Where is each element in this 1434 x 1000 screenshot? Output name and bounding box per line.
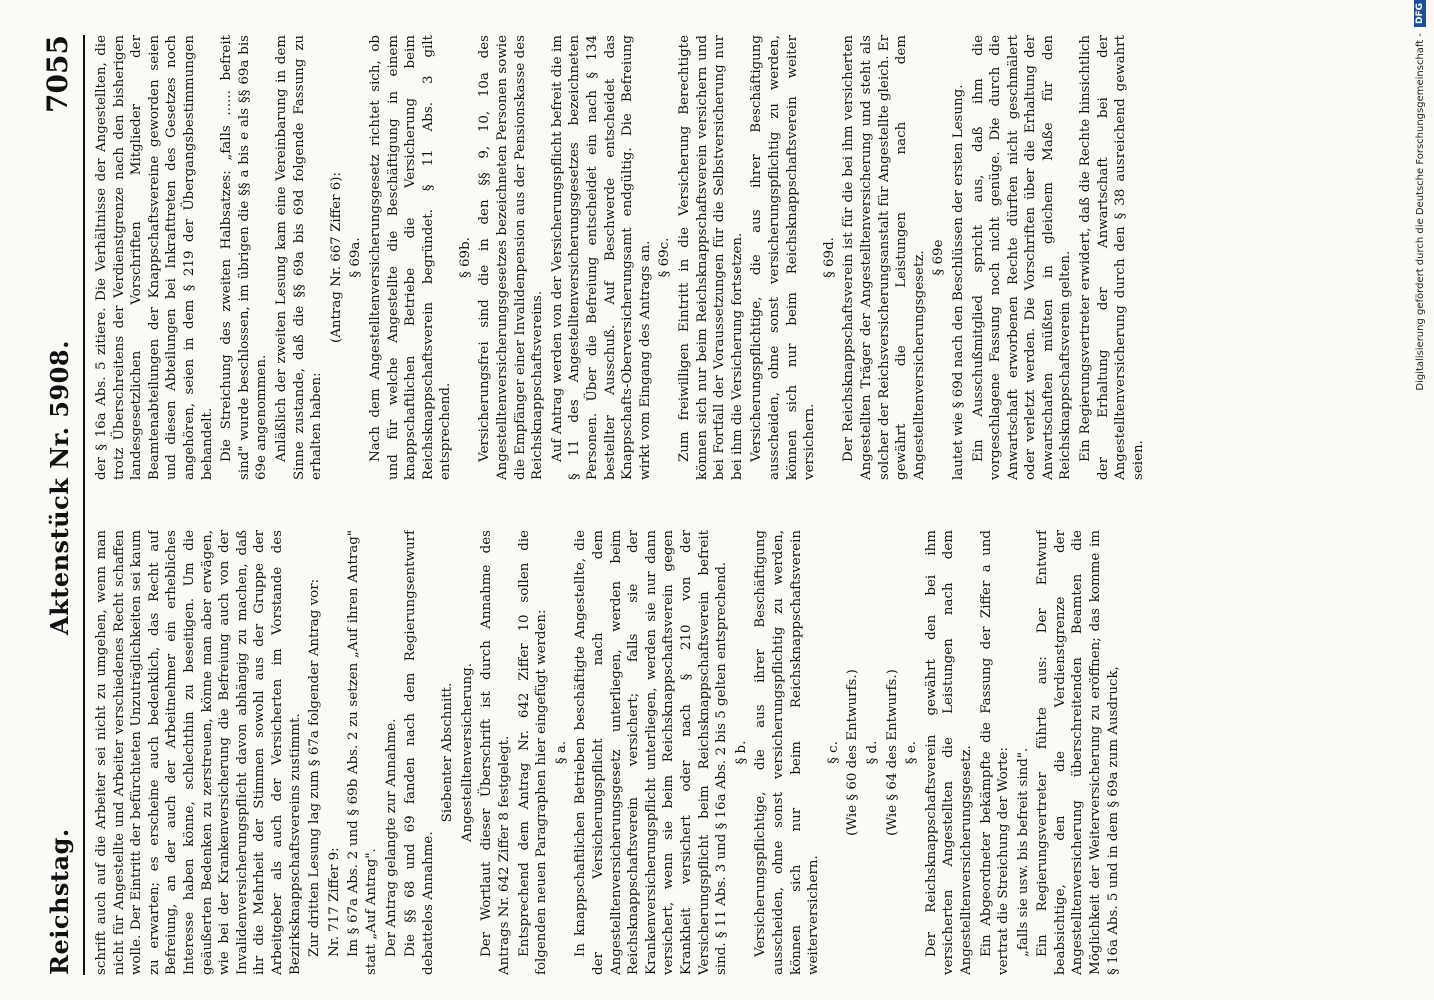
paragraph: Ein Ausschußmitglied spricht aus, daß ihm die vorgeschlagene Fassung noch nicht genüge. Die durch die Anwartschaft erworbenen Rechte dürften nicht geschmälert oder verletzt werden. Die Vorschriften über die Erhaltung der Anwartschaften müßten in gleichem Maße für den Reichsknappschaftsverein gelten. <box>970 35 1074 480</box>
paragraph-sign: § d. <box>864 740 880 765</box>
paragraph: Entsprechend dem Antrag Nr. 642 Ziffer 10 sollen die folgenden neuen Paragraphen hier eingefügt werden: <box>516 530 550 975</box>
paragraph-sign: § 69d. <box>821 237 837 278</box>
paragraph: Versicherungspflichtige, die aus ihrer Beschäftigung ausscheiden, ohne sonst versicherungspflichtig zu werden, können sich nur beim Reichsknappschaftsverein weiterversichern. <box>753 530 822 975</box>
paragraph: Ein Abgeordneter bekämpfte die Fassung der Ziffer a und vertrat die Streichung der Worte: <box>978 530 1012 975</box>
paragraph: (Wie § 60 des Entwurfs.) <box>845 669 861 836</box>
header-aktenstueck: Aktenstück Nr. 5908. <box>45 340 74 635</box>
paragraph: Nach dem Angestelltenversicherungsgesetz richtet sich, ob und für welche Angestellte die Beschäftigung in einem knappschaftlichen Betriebe die Versicherung beim Reichsknappschaftsverein begründet. § 11 Abs. 3 gilt entsprechend. <box>367 35 454 480</box>
paragraph-sign: § b. <box>733 740 749 765</box>
paragraph: „falls sie usw. bis befreit sind". <box>1015 747 1031 957</box>
paragraph: Zum freiwilligen Eintritt in die Versicherung Berechtigte können sich nur beim Reichsknappschaftsverein versichern und bei Fortfall der Voraussetzungen für die Selbstversicherung nur bei ihm die Versicherung fortsetzen. <box>677 35 745 480</box>
paragraph: Nr. 717 Ziffer 9: <box>326 847 342 957</box>
paragraph: Ein Regierungsvertreter führte aus: Der Entwurf beabsichtige, den die Verdienstgrenze der Angestelltenversicherung überschreitenden Beamten die Möglichkeit der Weiterversicherung zu eröffnen; das komme im § 16a Abs. 5 und in dem § 69a zum Ausdruck, <box>1035 530 1121 975</box>
paragraph: Im § 67a Abs. 2 und § 69b Abs. 2 zu setzen „Auf ihren Antrag" statt „Auf Antrag". <box>346 530 379 975</box>
paragraph-sign: § e. <box>904 740 920 765</box>
paragraph-sign: § a. <box>553 740 569 765</box>
paragraph-sign: § c. <box>825 741 841 764</box>
paragraph: Anläßlich der zweiten Lesung kam eine Vereinbarung in dem Sinne zustande, daß die §§ 69a bis 69d folgende Fassung zu erhalten haben: <box>273 35 325 480</box>
paragraph: Zur dritten Lesung lag zum § 67a folgender Antrag vor: <box>307 578 323 957</box>
page-number: 7055 <box>41 35 74 113</box>
paragraph: Der Wortlaut dieser Überschrift ist durch Annahme des Antrags Nr. 642 Ziffer 8 festgelegt. <box>479 530 513 975</box>
header-reichstag: Reichstag. <box>45 828 74 975</box>
digitization-note <box>1410 0 1430 990</box>
digitization-text: Digitalisierung gefördert durch die Deutsche Forschungsgemeinschaft - <box>1414 33 1426 391</box>
paragraph: lautet wie § 69d nach den Beschlüssen der ersten Lesung. <box>950 84 966 480</box>
paragraph: Die §§ 68 und 69 fanden nach dem Regierungsentwurf debattelos Annahme. <box>403 530 436 975</box>
paragraph: Versicherungspflichtige, die aus ihrer Beschäftigung ausscheiden, ohne sonst versicherungspflichtig zu werden, können sich nur beim Reichsknappschaftsverein weiter versichern. <box>749 35 818 480</box>
paragraph: Der Antrag gelangte zur Annahme. <box>383 718 399 957</box>
section-heading: Siebenter Abschnitt. <box>440 682 456 823</box>
paragraph-sign: § 69c. <box>657 237 673 278</box>
paragraph: In knappschaftlichen Betrieben beschäftigte Angestellte, die der Versicherungspflicht nach dem Angestelltenversicherungsgesetz unterliegen, werden beim Reichsknappschaftsverein versichert; falls sie der Krankenversicherungspflicht unterliegen, werden sie nur dann versichert, wenn sie beim Reichsknappschaftsverein gegen Krankheit versichert oder nach § 210 von der Versicherungspflicht beim Reichsknappschaftsverein befreit sind. § 11 Abs. 3 und § 16a Abs. 2 bis 5 gelten entsprechend. <box>573 530 730 975</box>
paragraph: (Wie § 64 des Entwurfs.) <box>884 669 900 836</box>
dfg-logo-icon: DFG <box>1414 0 1426 27</box>
paragraph-sign: § 69b. <box>457 237 473 278</box>
paragraph: Auf Antrag werden von der Versicherungspflicht befreit die im § 11 des Angestelltenversicherungsgesetzes bezeichneten Personen. Über die Befreiung entscheidet ein nach § 134 bestellter Ausschuß. Auf Beschwerde entscheidet das Knappschafts-Oberversicherungsamt endgültig. Die Befreiung wirkt vom Eingang des Antrags an. <box>549 35 653 480</box>
paragraph-sign: § 69a. <box>348 237 364 278</box>
left-column <box>93 530 1393 975</box>
paragraph: der § 16a Abs. 5 zitiere. Die Verhältnisse der Angestellten, die trotz Überschreitens der Verdienstgrenze nach den bisherigen landesgesetzlichen Vorschriften Mitglieder der Beamtenabteilungen der Knappschaftsvereine geworden seien und diesen Abteilungen bei Inkrafttreten des Gesetzes noch angehören, seien in dem § 219 der Übergangsbestimmungen behandelt. <box>94 35 215 480</box>
paragraph: (Antrag Nr. 667 Ziffer 6): <box>328 171 344 344</box>
section-subheading: Angestelltenversicherung. <box>459 662 475 843</box>
right-column <box>93 35 1393 480</box>
page-header <box>35 35 85 975</box>
rotated-page <box>35 35 1405 975</box>
paragraph: Versicherungsfrei sind die in den §§ 9, 10, 10a des Angestelltenversicherungsgesetzes bezeichneten Personen sowie die Empfänger einer Invalidenpension aus der Pensionskasse des Reichsknappschaftsvereins. <box>477 35 546 480</box>
paragraph: Die Streichung des zweiten Halbsatzes: „falls ...... befreit sind" wurde beschlossen, im übrigen die §§ a bis e als §§ 69a bis 69e angenommen. <box>219 35 270 480</box>
paragraph: Ein Regierungsvertreter erwidert, daß die Rechte hinsichtlich der Erhaltung der Anwartschaft bei der Angestelltenversicherung durch den § 38 ausreichend gewahrt seien. <box>1078 35 1146 480</box>
paragraph: Der Reichsknappschaftsverein gewährt den bei ihm versicherten Angestellten die Leistungen nach dem Angestelltenversicherungsgesetz. <box>923 530 974 975</box>
paragraph: schrift auch auf die Arbeiter sei nicht zu umgehen, wenn man nicht für Angestellte und Arbeiter verschiedenes Recht schaffen wolle. Der Eintritt der befürchteten Unzuträglichkeiten sei kaum zu erwarten; es erscheine auch bedenklich, das Recht auf Befreiung, an der auch der Arbeitnehmer ein erhebliches Interesse haben könne, schlechthin zu beseitigen. Um die geäußerten Bedenken zu zerstreuen, könne man aber erwägen, wie bei der Krankenversicherung die Befreiung auch von der Invalidenversicherungspflicht davon abhängig zu machen, daß ihr die Mehrheit der Stimmen sowohl aus der Gruppe der Arbeitgeber als auch der Versicherten im Vorstande des Bezirksknappschaftsvereins zustimmt. <box>94 530 303 975</box>
paragraph-sign: § 69e <box>931 239 947 276</box>
paragraph: Der Reichsknappschaftsverein ist für die bei ihm versicherten Angestellten Träger der Angestelltenversicherung und steht als solcher der Reichsversicherungsanstalt für Angestellte gleich. Er gewährt die Leistungen nach dem Angestelltenversicherungsgesetz. <box>841 35 927 480</box>
